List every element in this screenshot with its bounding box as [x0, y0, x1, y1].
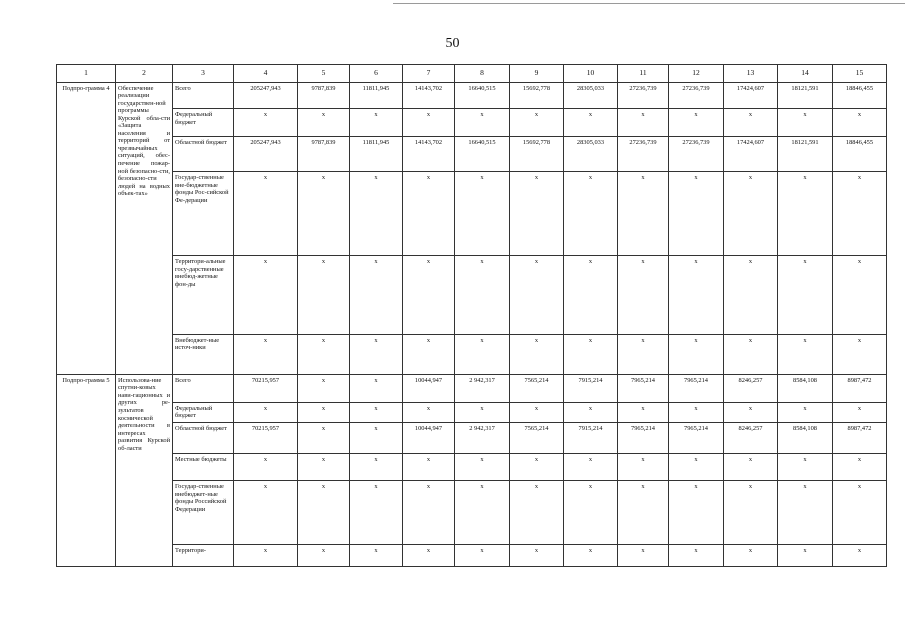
header-cell: 4 — [234, 65, 298, 83]
value-cell: x — [564, 545, 618, 567]
value-cell: x — [403, 545, 455, 567]
value-cell: 16640,515 — [455, 82, 510, 109]
funding-source: Государ-ственные вне-бюджетные фонды Рос-сийской Фе-дерации — [173, 172, 234, 256]
table-body — [57, 65, 887, 567]
value-cell: x — [778, 256, 833, 334]
value-cell: 28305,033 — [564, 137, 618, 172]
funding-source: Территори- — [173, 545, 234, 567]
value-cell: x — [234, 402, 298, 423]
value-cell: x — [724, 454, 778, 481]
header-row — [57, 65, 887, 83]
value-cell: x — [234, 334, 298, 374]
value-cell: 8584,108 — [778, 374, 833, 402]
value-cell: x — [778, 481, 833, 545]
value-cell: x — [403, 402, 455, 423]
value-cell: x — [669, 334, 724, 374]
value-cell: 7965,214 — [669, 423, 724, 454]
funding-source: Областной бюджет — [173, 137, 234, 172]
value-cell: x — [618, 256, 669, 334]
page-number: 50 — [445, 36, 460, 51]
value-cell: x — [778, 109, 833, 137]
value-cell: x — [350, 172, 403, 256]
value-cell: 7565,214 — [510, 423, 564, 454]
value-cell: 15692,778 — [510, 82, 564, 109]
value-cell: 9787,839 — [298, 137, 350, 172]
value-cell: 16640,515 — [455, 137, 510, 172]
value-cell: x — [618, 172, 669, 256]
value-cell: x — [618, 481, 669, 545]
value-cell: x — [669, 545, 724, 567]
value-cell: x — [234, 109, 298, 137]
value-cell: x — [455, 454, 510, 481]
value-cell: x — [510, 334, 564, 374]
value-cell: x — [564, 256, 618, 334]
value-cell: x — [403, 334, 455, 374]
value-cell: 7965,214 — [618, 374, 669, 402]
value-cell: x — [350, 481, 403, 545]
value-cell: 7915,214 — [564, 423, 618, 454]
subprogram-label: Подпро-грамма 5 — [57, 374, 116, 566]
value-cell: x — [455, 172, 510, 256]
value-cell: 18121,591 — [778, 82, 833, 109]
funding-source: Территори-альные госу-дарственные внебюд-жетные фон-ды — [173, 256, 234, 334]
value-cell: x — [833, 256, 887, 334]
table-row — [57, 256, 887, 334]
table-row — [57, 481, 887, 545]
value-cell: x — [455, 109, 510, 137]
value-cell: 14143,702 — [403, 137, 455, 172]
value-cell: x — [669, 454, 724, 481]
header-cell: 7 — [403, 65, 455, 83]
funding-source: Федеральный бюджет — [173, 402, 234, 423]
value-cell: x — [669, 481, 724, 545]
value-cell: x — [833, 402, 887, 423]
table-row — [57, 402, 887, 423]
value-cell: 17424,607 — [724, 137, 778, 172]
value-cell: x — [669, 172, 724, 256]
header-cell: 1 — [57, 65, 116, 83]
value-cell: x — [833, 545, 887, 567]
value-cell: x — [298, 374, 350, 402]
subprogram-description: Обеспечение реализации государствен-ной программы Курской обла-сти «Защита населения и территорий от чрезвычайных ситуаций, обес-печение пожар-ной безопасно-сти, безопасно-сти людей на водных объек-тах» — [116, 82, 173, 374]
value-cell: x — [724, 402, 778, 423]
table-row — [57, 82, 887, 109]
value-cell: 11811,945 — [350, 137, 403, 172]
header-cell: 14 — [778, 65, 833, 83]
value-cell: x — [403, 172, 455, 256]
value-cell: 9787,839 — [298, 82, 350, 109]
value-cell: 70215,957 — [234, 423, 298, 454]
funding-source: Федеральный бюджет — [173, 109, 234, 137]
value-cell: x — [455, 334, 510, 374]
value-cell: 18121,591 — [778, 137, 833, 172]
value-cell: 2 942,317 — [455, 374, 510, 402]
value-cell: x — [724, 256, 778, 334]
value-cell: 205247,943 — [234, 137, 298, 172]
value-cell: x — [350, 423, 403, 454]
value-cell: x — [350, 545, 403, 567]
funding-source: Местные бюджеты — [173, 454, 234, 481]
value-cell: 8987,472 — [833, 423, 887, 454]
value-cell: 8584,108 — [778, 423, 833, 454]
budget-table — [56, 64, 887, 567]
value-cell: 10044,947 — [403, 423, 455, 454]
value-cell: x — [510, 256, 564, 334]
value-cell: x — [234, 481, 298, 545]
value-cell: x — [298, 109, 350, 137]
value-cell: x — [510, 481, 564, 545]
value-cell: 10044,947 — [403, 374, 455, 402]
value-cell: 18846,455 — [833, 137, 887, 172]
funding-source: Всего — [173, 82, 234, 109]
value-cell: 27236,739 — [618, 82, 669, 109]
table-row — [57, 545, 887, 567]
value-cell: x — [234, 172, 298, 256]
value-cell: x — [455, 402, 510, 423]
value-cell: x — [403, 481, 455, 545]
value-cell: x — [455, 545, 510, 567]
value-cell: x — [298, 334, 350, 374]
value-cell: x — [350, 334, 403, 374]
value-cell: x — [564, 402, 618, 423]
header-cell: 5 — [298, 65, 350, 83]
value-cell: x — [510, 454, 564, 481]
table-row — [57, 172, 887, 256]
value-cell: x — [298, 423, 350, 454]
value-cell: x — [618, 402, 669, 423]
value-cell: x — [403, 109, 455, 137]
value-cell: x — [778, 402, 833, 423]
header-cell: 9 — [510, 65, 564, 83]
value-cell: x — [298, 481, 350, 545]
funding-source: Внебюджет-ные источ-ники — [173, 334, 234, 374]
value-cell: 8246,257 — [724, 374, 778, 402]
header-cell: 13 — [724, 65, 778, 83]
value-cell: x — [298, 454, 350, 481]
value-cell: x — [455, 481, 510, 545]
funding-source: Государ-ственные внебюджет-ные фонды Российской Федерации — [173, 481, 234, 545]
value-cell: x — [618, 454, 669, 481]
value-cell: 7965,214 — [618, 423, 669, 454]
value-cell: x — [350, 374, 403, 402]
value-cell: x — [724, 334, 778, 374]
value-cell: x — [350, 109, 403, 137]
value-cell: x — [234, 256, 298, 334]
header-cell: 8 — [455, 65, 510, 83]
value-cell: x — [455, 256, 510, 334]
top-rule — [393, 3, 905, 4]
value-cell: 7565,214 — [510, 374, 564, 402]
header-cell: 3 — [173, 65, 234, 83]
value-cell: 17424,607 — [724, 82, 778, 109]
value-cell: 14143,702 — [403, 82, 455, 109]
header-cell: 10 — [564, 65, 618, 83]
header-cell: 12 — [669, 65, 724, 83]
table-row — [57, 454, 887, 481]
value-cell: x — [833, 454, 887, 481]
value-cell: 27236,739 — [669, 82, 724, 109]
table-row — [57, 109, 887, 137]
value-cell: x — [778, 454, 833, 481]
value-cell: x — [833, 172, 887, 256]
value-cell: 27236,739 — [669, 137, 724, 172]
funding-source: Всего — [173, 374, 234, 402]
value-cell: x — [724, 481, 778, 545]
header-cell: 15 — [833, 65, 887, 83]
table-row — [57, 137, 887, 172]
funding-source: Областной бюджет — [173, 423, 234, 454]
value-cell: x — [778, 172, 833, 256]
table-row — [57, 374, 887, 402]
header-cell: 6 — [350, 65, 403, 83]
subprogram-description: Использова-ние спутни-ковых нави-гационных и других ре-зультатов космической деятельности в интересах развития Курской об-ласти — [116, 374, 173, 566]
value-cell: 8987,472 — [833, 374, 887, 402]
value-cell: 15692,778 — [510, 137, 564, 172]
value-cell: x — [564, 109, 618, 137]
value-cell: x — [298, 256, 350, 334]
value-cell: x — [618, 109, 669, 137]
value-cell: x — [833, 481, 887, 545]
value-cell: x — [403, 454, 455, 481]
value-cell: x — [618, 334, 669, 374]
value-cell: x — [234, 454, 298, 481]
value-cell: x — [833, 109, 887, 137]
value-cell: x — [724, 545, 778, 567]
value-cell: x — [298, 172, 350, 256]
value-cell: x — [350, 256, 403, 334]
value-cell: x — [510, 172, 564, 256]
header-cell: 11 — [618, 65, 669, 83]
value-cell: 18846,455 — [833, 82, 887, 109]
value-cell: x — [669, 109, 724, 137]
value-cell: x — [510, 109, 564, 137]
value-cell: 28305,033 — [564, 82, 618, 109]
value-cell: x — [403, 256, 455, 334]
value-cell: x — [724, 109, 778, 137]
value-cell: x — [669, 256, 724, 334]
value-cell: x — [350, 402, 403, 423]
value-cell: x — [234, 545, 298, 567]
header-cell: 2 — [116, 65, 173, 83]
value-cell: x — [778, 545, 833, 567]
value-cell: x — [618, 545, 669, 567]
subprogram-label: Подпро-грамма 4 — [57, 82, 116, 374]
value-cell: 11811,945 — [350, 82, 403, 109]
value-cell: x — [298, 545, 350, 567]
value-cell: x — [298, 402, 350, 423]
value-cell: x — [778, 334, 833, 374]
table-row — [57, 334, 887, 374]
value-cell: 205247,943 — [234, 82, 298, 109]
value-cell: x — [564, 172, 618, 256]
value-cell: x — [350, 454, 403, 481]
value-cell: x — [669, 402, 724, 423]
value-cell: x — [564, 334, 618, 374]
value-cell: 7965,214 — [669, 374, 724, 402]
value-cell: x — [564, 481, 618, 545]
value-cell: 27236,739 — [618, 137, 669, 172]
table-row — [57, 423, 887, 454]
value-cell: 2 942,317 — [455, 423, 510, 454]
value-cell: 70215,957 — [234, 374, 298, 402]
value-cell: 8246,257 — [724, 423, 778, 454]
value-cell: x — [510, 545, 564, 567]
value-cell: x — [724, 172, 778, 256]
value-cell: 7915,214 — [564, 374, 618, 402]
value-cell: x — [564, 454, 618, 481]
value-cell: x — [510, 402, 564, 423]
value-cell: x — [833, 334, 887, 374]
